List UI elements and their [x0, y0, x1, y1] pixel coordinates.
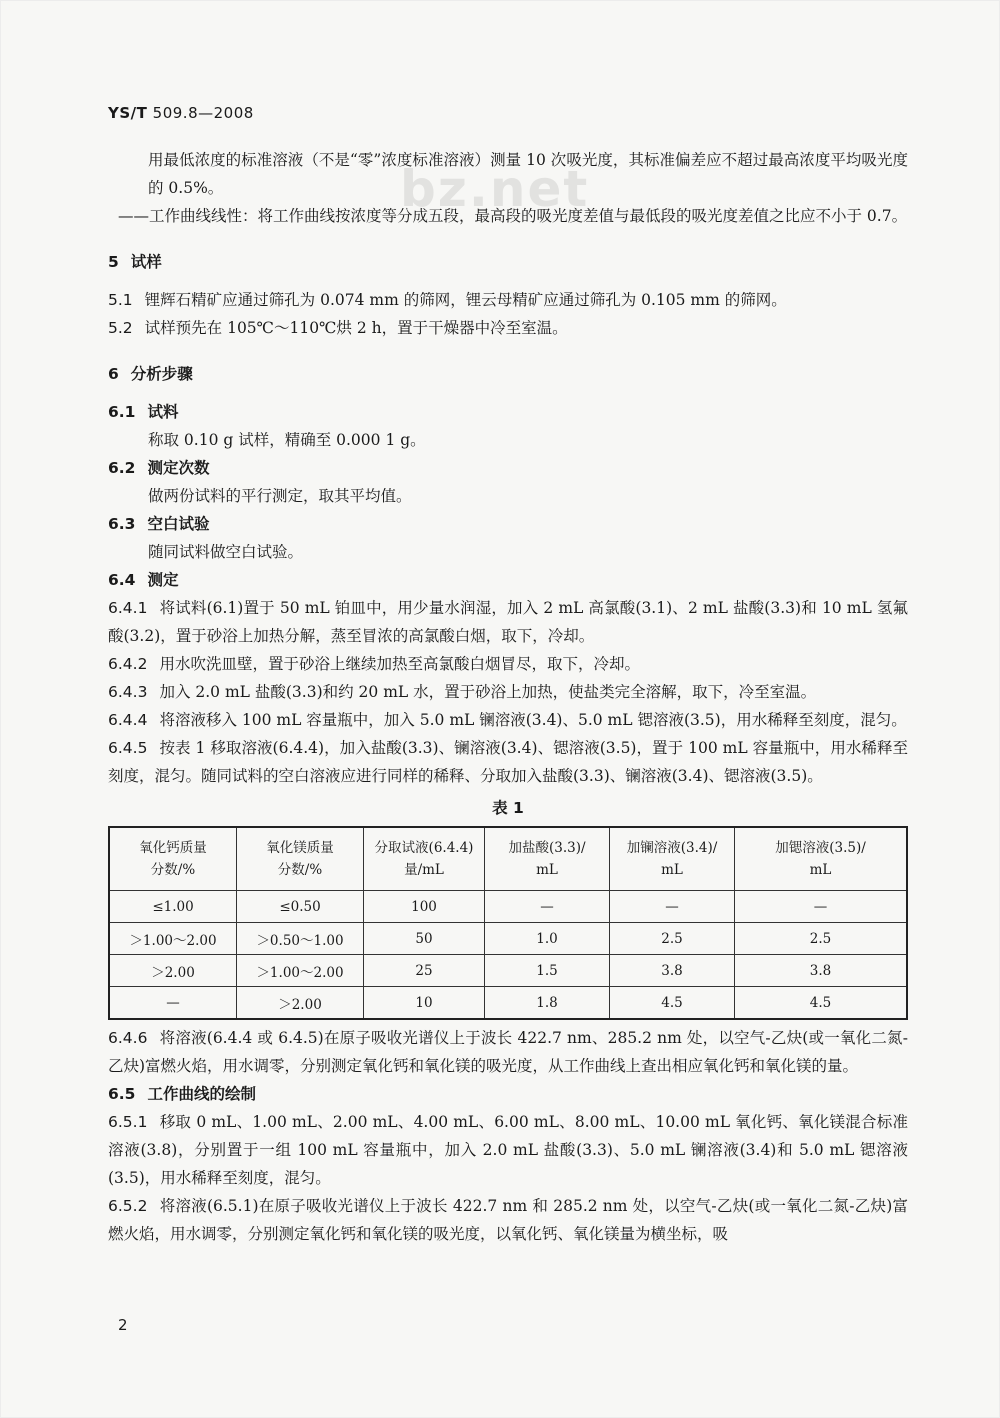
table-cell: —: [610, 891, 735, 923]
section-6-heading: 6 分析步骤: [108, 365, 193, 383]
watermark: bz.net: [400, 160, 590, 218]
paragraph-6-4-5: 6.4.5 按表 1 移取溶液(6.4.4)，加入盐酸(3.3)、镧溶液(3.4)、锶溶液(3.5)，置于 100 mL 容量瓶中，用水稀释至刻度，混匀。随同试料的空白溶液应进行同样的稀释、分取加入盐酸(3.3)、镧溶液(3.4)、锶溶液(3.5)。: [108, 739, 908, 785]
table-row: [109, 987, 907, 1020]
paragraph-5-1: 5.1 锂辉石精矿应通过筛孔为 0.074 mm 的筛网，锂云母精矿应通过筛孔为 0.105 mm 的筛网。: [108, 291, 787, 309]
paragraph-5-2: 5.2 试样预先在 105℃～110℃烘 2 h，置于干燥器中冷至室温。: [108, 319, 568, 337]
standard-code: [108, 104, 254, 122]
table-cell: 100: [364, 891, 485, 923]
table-header-cell: 氧化镁质量 分数/%: [237, 827, 364, 891]
table-cell: —: [735, 891, 908, 923]
paragraph-6-1: 称取 0.10 g 试样，精确至 0.000 1 g。: [148, 431, 426, 449]
intro-paragraph-2: ——工作曲线线性：将工作曲线按浓度等分成五段，最高段的吸光度差值与最低段的吸光度差值之比应不小于 0.7。: [118, 207, 908, 225]
table-caption: 表 1: [492, 799, 524, 817]
table-row: [109, 923, 907, 955]
dilution-table: [108, 826, 908, 1020]
table-cell: 10: [364, 987, 485, 1020]
table-cell: 3.8: [610, 955, 735, 987]
table-cell: ＞1.00～2.00: [237, 955, 364, 987]
table-cell: ≤0.50: [237, 891, 364, 923]
paragraph-6-4-1: 6.4.1 将试料(6.1)置于 50 mL 铂皿中，用少量水润湿，加入 2 mL 高氯酸(3.1)、2 mL 盐酸(3.3)和 10 mL 氢氟酸(3.2)，置于砂浴上加热分解，蒸至冒浓的高氯酸白烟，取下，冷却。: [108, 599, 908, 645]
standard-code-number: 509.8—2008: [152, 104, 254, 122]
intro-paragraph-1: 用最低浓度的标准溶液（不是“零”浓度标准溶液）测量 10 次吸光度，其标准偏差应不超过最高浓度平均吸光度的 0.5%。: [148, 151, 908, 197]
table-header-cell: 加锶溶液(3.5)/ mL: [735, 827, 908, 891]
section-6-3-heading: 6.3 空白试验: [108, 515, 210, 533]
section-6-4-heading: 6.4 测定: [108, 571, 179, 589]
table-cell: 25: [364, 955, 485, 987]
table-cell: 1.8: [485, 987, 610, 1020]
table-header-cell: 氧化钙质量 分数/%: [109, 827, 237, 891]
paragraph-6-4-6: 6.4.6 将溶液(6.4.4 或 6.4.5)在原子吸收光谱仪上于波长 422.7 nm、285.2 nm 处，以空气-乙炔(或一氧化二氮-乙炔)富燃火焰，用水调零，分别测定氧化钙和氧化镁的吸光度，从工作曲线上查出相应氧化钙和氧化镁的量。: [108, 1029, 908, 1075]
section-6-5-heading: 6.5 工作曲线的绘制: [108, 1085, 256, 1103]
section-6-2-heading: 6.2 测定次数: [108, 459, 210, 477]
table-cell: 4.5: [735, 987, 908, 1020]
table-cell: ＞2.00: [109, 955, 237, 987]
table-header-cell: 加镧溶液(3.4)/ mL: [610, 827, 735, 891]
table-cell: 1.5: [485, 955, 610, 987]
table-cell: ≤1.00: [109, 891, 237, 923]
table-row: [109, 891, 907, 923]
table-cell: 2.5: [735, 923, 908, 955]
paragraph-6-3: 随同试料做空白试验。: [148, 543, 304, 561]
page-number: 2: [118, 1316, 128, 1334]
paragraph-6-5-1: 6.5.1 移取 0 mL、1.00 mL、2.00 mL、4.00 mL、6.00 mL、8.00 mL、10.00 mL 氧化钙、氧化镁混合标准溶液(3.8)，分别置于一组 100 mL 容量瓶中，加入 2.0 mL 盐酸(3.3)、5.0 mL 镧溶液(3.4)和 5.0 mL 锶溶液(3.5)，用水稀释至刻度，混匀。: [108, 1113, 908, 1187]
paragraph-6-2: 做两份试料的平行测定，取其平均值。: [148, 487, 412, 505]
paragraph-6-4-3: 6.4.3 加入 2.0 mL 盐酸(3.3)和约 20 mL 水，置于砂浴上加热，使盐类完全溶解，取下，冷至室温。: [108, 683, 817, 701]
document-body: [108, 146, 908, 1248]
table-header-cell: 加盐酸(3.3)/ mL: [485, 827, 610, 891]
paragraph-6-5-2: 6.5.2 将溶液(6.5.1)在原子吸收光谱仪上于波长 422.7 nm 和 285.2 nm 处，以空气-乙炔(或一氧化二氮-乙炔)富燃火焰，用水调零，分别测定氧化钙和氧化镁的吸光度，以氧化钙、氧化镁量为横坐标，吸: [108, 1197, 908, 1243]
table-cell: ＞1.00～2.00: [109, 923, 237, 955]
standard-code-prefix: YS/T: [108, 104, 148, 122]
paragraph-6-4-2: 6.4.2 用水吹洗皿壁，置于砂浴上继续加热至高氯酸白烟冒尽，取下，冷却。: [108, 655, 640, 673]
table-cell: —: [109, 987, 237, 1020]
table-cell: ＞0.50～1.00: [237, 923, 364, 955]
table-cell: 50: [364, 923, 485, 955]
table-cell: ＞2.00: [237, 987, 364, 1020]
table-header-row: [109, 827, 907, 891]
table-cell: 1.0: [485, 923, 610, 955]
section-5-heading: 5 试样: [108, 253, 162, 271]
table-row: [109, 955, 907, 987]
table-header-cell: 分取试液(6.4.4) 量/mL: [364, 827, 485, 891]
section-6-1-heading: 6.1 试料: [108, 403, 179, 421]
table-cell: —: [485, 891, 610, 923]
table-cell: 4.5: [610, 987, 735, 1020]
table-cell: 2.5: [610, 923, 735, 955]
paragraph-6-4-4: 6.4.4 将溶液移入 100 mL 容量瓶中，加入 5.0 mL 镧溶液(3.4)、5.0 mL 锶溶液(3.5)，用水稀释至刻度，混匀。: [108, 711, 907, 729]
table-cell: 3.8: [735, 955, 908, 987]
